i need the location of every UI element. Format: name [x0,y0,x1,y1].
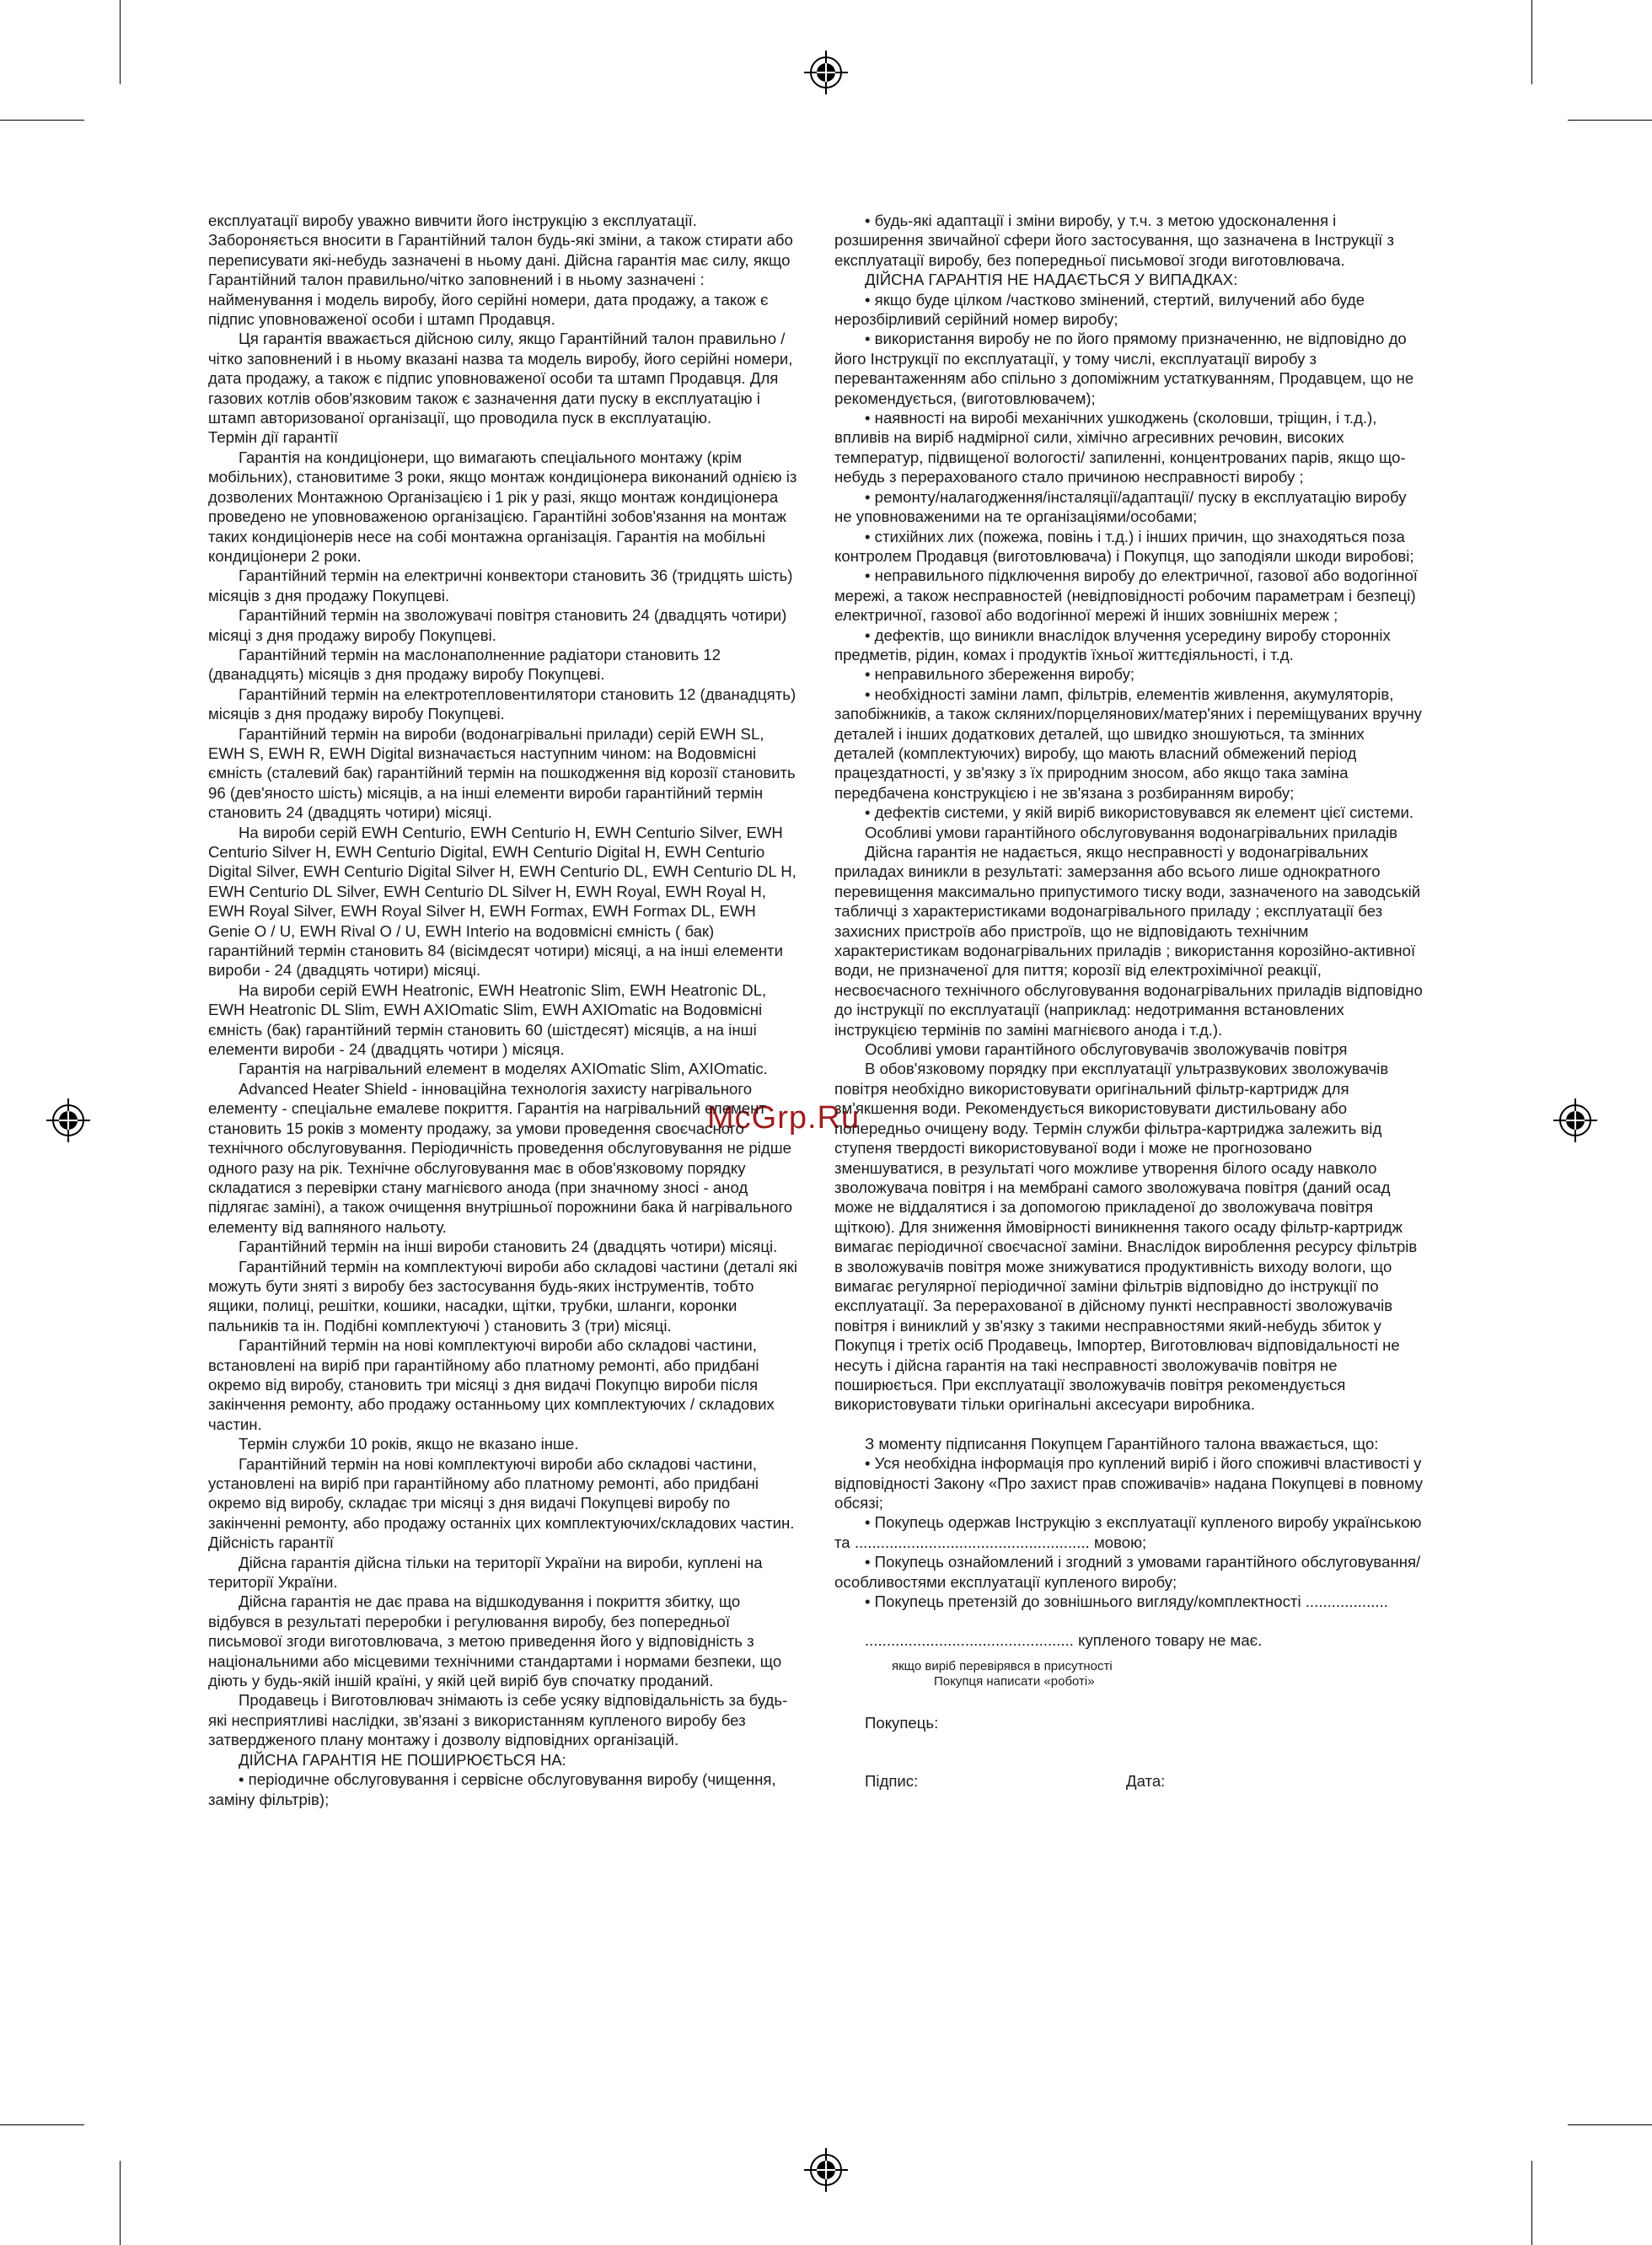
paragraph: • неправильного збереження виробу; [865,665,1135,684]
acceptance-item: • Покупець ознайомлений і згодний з умовами гарантійного обслуговування/особливостями експлуатації купленого виробу; [834,1553,1421,1591]
paragraph: • ремонту/налагодження/інсталяції/адаптації/ пуску в експлуатацію виробу не уповноваженими на те організаціями/особами; [834,487,1407,526]
paragraph: Особливі умови гарантійного обслуговування водонагрівальних приладів [865,823,1398,841]
paragraph: • дефектів системи, у якій виріб використовувався як елемент цієї системи. [865,803,1414,822]
paragraph: Термін служби 10 років, якщо не вказано інше. [239,1435,579,1453]
registration-mark-top [804,51,848,94]
paragraph: Гарантійний термін на нові комплектуючі вироби або складові частини, встановлені на виріб при гарантійному або платному ремонті, або придбані окремо від виробу, становить три місяці з дня видачі Покупцю вироби після закінчення ремонту, або продажу останньому цих комплектуючих / складових частин. [208,1336,775,1433]
paragraph: • дефектів, що виникли внаслідок влучення усередину виробу сторонніх предметів, рідин, комах і продуктів їхньої життєдіяльності, і т.д. [834,626,1391,663]
paragraph: • будь-які адаптації і зміни виробу, у т.ч. з метою удосконалення і розширення звичайної сфери його застосування, що зазначена в Інструкції з експлуатації виробу, без попередньої письмової згоди виготовлювача. [834,212,1394,269]
crop-mark [1531,2161,1532,2245]
registration-mark-bottom [804,2148,848,2192]
paragraph: Дійсність гарантії [208,1533,334,1552]
crop-mark [1568,2124,1652,2125]
acceptance-item: • Покупець претензій до зовнішнього вигляду/комплектності ................... [865,1592,1388,1611]
paragraph: • необхідності заміни ламп, фільтрів, елементів живлення, акумуляторів, запобіжників, а також скляних/порцелянових/матер'яних і переміщуваних вручну деталей і інших додаткових деталей, що швидко зношуються, та змінних деталей (комплектуючих) виробу, що мають власний обмежений період працездатності, у зв'язку з їх природним зносом, або якщо така заміна передбачена конструкцією і не зв'язана з розбиранням виробу; [834,685,1422,802]
paragraph: ДІЙСНА ГАРАНТІЯ НЕ НАДАЄТЬСЯ У ВИПАДКАХ: [865,271,1238,289]
paragraph: На вироби серій EWH Centurio, EWH Centurio H, EWH Centurio Silver, EWH Centurio Silver H, EWH Centurio Digital, EWH Centurio Digital H, EWH Centurio Digital Silver, EWH Centurio Digital Silver H, EWH Centurio DL, EWH Centurio DL H, EWH Centurio DL Silver, EWH Centurio DL Silver H, EWH Royal, EWH Royal H, EWH Royal Silver, EWH Royal Silver H, EWH Formax, EWH Formax DL, EWH Genie O / U, EWH Rival O / U, EWH Interio на водовмісні ємність ( бак) гарантійний термін становить 84 (вісімдесят чотири) місяці, а на інші елементи вироби - 24 (двадцять чотири) місяці. [208,823,796,980]
paragraph: • періодичне обслуговування і сервісне обслуговування виробу (чищення, заміну фільтрів); [208,1770,776,1808]
paragraph: В обов'язковому порядку при експлуатації ультразвукових зволожувачів повітря необхідно використовувати оригінальний фільтр-картридж для зм'якшення води. Рекомендується використовувати дистильовану або попередньо очищену воду. Термін служби фільтра-картриджа залежить від ступеня твердості використовуваної води і може не прогнозовано зменшуватися, в результаті чого можливе утворення білого осаду навколо зволожувача повітря і на мембрані самого зволожувача повітря (даний осад може не віддалятися і за допомогою прикладеної до зволожувача повітря щіткою). Для зниження ймовірності виникнення такого осаду фільтр-картридж вимагає періодичної своєчасної заміни. Внаслідок вироблення ресурсу фільтрів в зволожувачів повітря може знижуватися продуктивність виходу вологи, що вимагає регулярної періодичної заміни фільтрів відповідно до інструкції по експлуатації. За перерахованої в дійсному пункті несправності зволожувачів повітря і виниклий у зв'язку з такими несправностями який-небудь збиток у Покупця і третіх осіб Продавець, Імпортер, Виготовлювач відповідальності не несуть і дійсна гарантія на такі несправності зволожувачів повітря не поширюється. При експлуатації зволожувачів повітря рекомендується використовувати тільки оригінальні аксесуари виробника. [834,1060,1418,1414]
crop-mark [1568,120,1652,121]
paragraph: Гарантійний термін на маслонаполненние радіатори становить 12 (дванадцять) місяців з дня продажу виробу Покупцеві. [208,645,721,684]
registration-mark-left [46,1098,90,1142]
date-label: Дата: [1126,1772,1166,1791]
registration-mark-right [1553,1098,1597,1142]
paragraph: ДІЙСНА ГАРАНТІЯ НЕ ПОШИРЮЄТЬСЯ НА: [239,1750,566,1769]
paragraph: • наявності на виробі механічних ушкоджень (сколовши, тріщин, і т.д.), впливів на виріб надмірної сили, хімічно агресивних речовин, високих температур, підвищеної вологості/ запиленні, концентрованих парів, якщо що-небудь з перерахованого стало причиною несправності виробу ; [834,409,1406,486]
paragraph: Ця гарантія вважається дійсною силу, якщо Гарантійний талон правильно / чітко заповнений і в ньому вказані назва та модель виробу, його серійні номери, дата продажу, а також є підпис уповноваженої особи та штамп Продавця. Для газових котлів обов'язковим також є зазначення дати пуску в експлуатацію і штамп авторизованої організації, що проводила пуск в експлуатацію. [208,330,793,427]
paragraph: Дійсна гарантія дійсна тільки на території України на вироби, куплені на території України. [208,1553,763,1592]
signature-row [834,1771,1424,1791]
paragraph: Гарантійний термін на вироби (водонагрівальні прилади) серій EWH SL, EWH S, EWH R, EWH Digital визначається наступним чином: на Водовмісні ємність (сталевий бак) гарантійний термін на пошкодження від корозії становить 96 (дев'яносто шість) місяців, а на інші елементи вироби гарантійний термін становить 24 (двадцять чотири) місяці. [208,724,796,822]
paragraph: • якщо буде цілком /частково змінений, стертий, вилучений або буде нерозбірливий серійний номер виробу; [834,290,1365,329]
note-line: якщо виріб перевірявся в присутності [892,1658,1113,1673]
acceptance-intro: З моменту підписання Покупцем Гарантійного талона вважається, що: [865,1434,1379,1453]
paragraph: Дійсна гарантія не дає права на відшкодування і покриття збитку, що відбувся в результаті переробки і регулювання виробу, без попередньої письмової згоди виготовлювача, з метою приведення його у відповідність з національними або місцевими технічними стандартами і нормами безпеки, що діють у будь-якій іншій країні, у якій цей виріб був спочатку проданий. [208,1592,782,1690]
crop-mark [0,120,84,121]
paragraph: • використання виробу не по його прямому призначенню, не відповідно до його Інструкції по експлуатації, у тому числі, експлуатації виробу з перевантаженням або спільно з допоміжним устаткуванням, Продавцем, що не рекомендується, (виготовлювачем); [834,330,1414,407]
paragraph: Термін дії гарантії [208,428,339,447]
paragraph: • стихійних лих (пожежа, повінь і т.д.) і інших причин, що знаходяться поза контролем Продавця (виготовлювача) і Покупця, що заподіяли шкоди виробові; [834,527,1414,565]
paragraph: Гарантія на нагрівальний елемент в моделях AXIOmatic Slim, AXIOmatic. [239,1060,768,1078]
crop-mark [1531,0,1532,84]
paragraph: Дійсна гарантія не надається, якщо несправності у водонагрівальних приладах виникли в результаті: замерзання або всього лише однократного перевищення максимально припустимого тиску води, зазначеного на заводській табличці з характеристиками водонагрівального приладу ; експлуатації без захисних пристроїв або пристроїв, що не відповідають технічним характеристикам водонагрівальних приладів ; використання корозійно-активної води, не призначеної для пиття; корозії від електрохімічної реакції, несвоєчасного технічного обслуговування водонагрівальних приладів відповідно до інструкції по експлуатації (наприклад: недотримання встановлених інструкцією термінів по заміні магнієвого анода і т.д.). [834,843,1423,1039]
paragraph: • неправильного підключення виробу до електричної, газової або водогінної мережі, а також несправностей (невідповідності робочим параметрам і безпеці) електричної, газової або водогінної мережі й інших зовнішніх мереж ; [834,567,1418,625]
signature-label: Підпис: [865,1772,919,1791]
right-column [834,211,1424,1791]
paragraph: експлуатації виробу уважно вивчити його інструкцію з експлуатації. Забороняється вносити в Гарантійний талон будь-які зміни, а також стирати або переписувати які-небудь зазначені в ньому дані. Дійсна гарантія має силу, якщо Гарантійний талон правильно/чітко заповнений і в ньому зазначені : найменування і модель виробу, його серійні номери, дата продажу, а також є підпис уповноваженої особи і штамп Продавця. [208,212,793,329]
note-line: Покупця написати «роботі» [934,1673,1095,1689]
watermark: McGrp.Ru [707,1100,861,1136]
paragraph: Advanced Heater Shield - інноваційна технологія захисту нагрівального елементу - спеціальне емалеве покриття. Гарантія на нагрівальний елемент становить 15 років з моменту продажу, за умови проведення своєчасного технічного обслуговування. Періодичність проведення обслуговування не рідше одного разу на рік. Технічне обслуговування має в обов'язковому порядку складатися з перевірки стану магнієвого анода (при значному зносі - анод підлягає заміні), а також очищення внутрішньої порожнини бака й нагрівального елементу від вапняного нальоту. [208,1079,793,1236]
paragraph: Гарантійний термін на комплектуючі вироби або складові частини (деталі які можуть бути зняті з виробу без застосування будь-яких інструментів, тобто ящики, полиці, решітки, кошики, насадки, щітки, трубки, шланги, коронки пальників та ін. Подібні комплектуючі ) становить 3 (три) місяці. [208,1257,798,1335]
dotted-line: ................................................ купленого товару не має. [865,1631,1263,1650]
buyer-label: Покупець: [865,1713,939,1732]
acceptance-item: • Покупець одержав Інструкцію з експлуатації купленого виробу українською та ...................................................... мовою; [834,1513,1422,1551]
paragraph: Особливі умови гарантійного обслуговувачів зволожувачів повітря [865,1040,1348,1059]
paragraph: Гарантійний термін на нові комплектуючі вироби або складові частини, установлені на виріб при гарантійному або платному ремонті, або придбані окремо від виробу, складає три місяці з дня видачі Покупцеві виробу по закінченні ремонту, або продажу останніх цих комплектуючих/складових частин. [208,1454,795,1532]
crop-mark [120,2161,121,2245]
crop-mark [0,2124,84,2125]
left-column [208,211,798,1809]
paragraph: Гарантійний термін на електротепловентилятори становить 12 (дванадцять) місяців з дня продажу виробу Покупцеві. [208,685,796,723]
paragraph: Гарантійний термін на зволожувачі повітря становить 24 (двадцять чотири) місяці з дня продажу виробу Покупцеві. [208,606,787,644]
paragraph: Гарантійний термін на електричні конвектори становить 36 (тридцять шість) місяців з дня продажу Покупцеві. [208,567,793,604]
paragraph: На вироби серій EWH Heatronic, EWH Heatronic Slim, EWH Heatronic DL, EWH Heatronic DL Slim, EWH AXIOmatic Slim, EWH AXIOmatic на Водовмісні ємність (бак) гарантійний термін становить 60 (шістдесят) місяців, а на інші елементи вироби - 24 (двадцять чотири ) місяця. [208,980,767,1059]
paragraph: Гарантійний термін на інші вироби становить 24 (двадцять чотири) місяці. [239,1238,778,1256]
paragraph: Гарантія на кондиціонери, що вимагають спеціального монтажу (крім мобільних), становитиме 3 роки, якщо монтаж кондиціонера виконаний однією із дозволених Монтажною Організацією і 1 рік у разі, якщо монтаж кондиціонера проведено не уповноваженою організацією. Гарантійні зобов'язання на монтаж таких кондиціонерів несе на собі монтажна організація. Гарантія на мобільні кондиціонери 2 роки. [208,448,797,565]
crop-mark [120,0,121,84]
acceptance-item: • Уся необхідна інформація про куплений виріб і його споживчі властивості у відповідності Закону «Про захист прав споживачів» надана Покупцеві в повному обсязі; [834,1454,1424,1512]
paragraph: Продавець і Виготовлювач знімають із себе усяку відповідальність за будь-які несприятливі наслідки, зв'язані з використанням купленого виробу без затвердженого плану монтажу і дозволу відповідних організацій. [208,1691,788,1749]
